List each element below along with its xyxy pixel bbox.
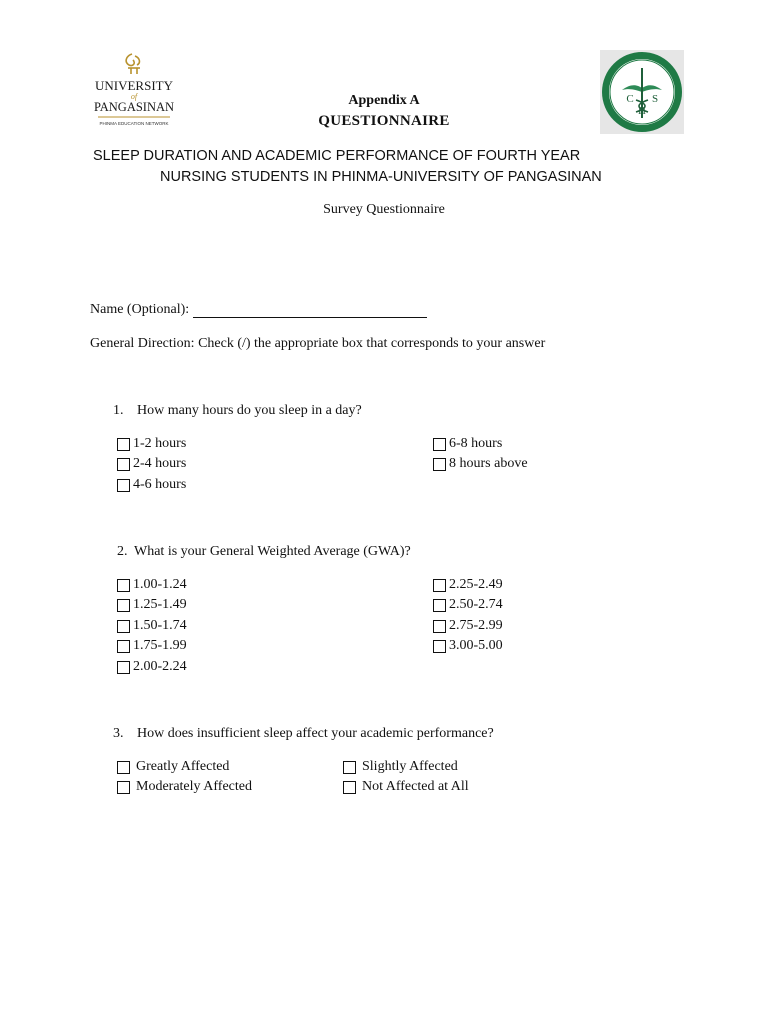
option-label: 4-6 hours — [133, 477, 187, 492]
question-3 — [113, 726, 494, 742]
option-gwa-7[interactable] — [433, 597, 503, 613]
checkbox[interactable] — [343, 761, 356, 774]
checkbox[interactable] — [433, 640, 446, 653]
seal-letter-c: C — [626, 93, 634, 105]
option-6-8-hours[interactable] — [433, 436, 502, 452]
appendix-label: Appendix A — [348, 93, 420, 108]
question-number: 1. — [113, 403, 124, 418]
option-label: 1.25-1.49 — [133, 597, 187, 612]
checkbox[interactable] — [433, 620, 446, 633]
option-label: 8 hours above — [449, 456, 528, 471]
option-8-hours-above[interactable] — [433, 456, 528, 472]
question-2 — [117, 544, 411, 560]
question-text: How many hours do you sleep in a day? — [137, 403, 362, 418]
option-1-2-hours[interactable] — [117, 436, 186, 452]
logo-network-text: PHINMA EDUCATION NETWORK — [99, 121, 169, 126]
checkbox[interactable] — [117, 620, 130, 633]
survey-subtitle: Survey Questionnaire — [323, 202, 445, 217]
question-1 — [113, 403, 362, 419]
logo-university-text: UNIVERSITY — [95, 78, 173, 93]
option-4-6-hours[interactable] — [117, 477, 186, 493]
checkbox[interactable] — [433, 438, 446, 451]
checkbox[interactable] — [117, 599, 130, 612]
name-blank-line[interactable] — [193, 303, 427, 318]
option-gwa-1[interactable] — [117, 577, 187, 593]
checkbox[interactable] — [117, 761, 130, 774]
checkbox[interactable] — [117, 579, 130, 592]
option-label: 2.25-2.49 — [449, 577, 503, 592]
option-label: 6-8 hours — [449, 436, 503, 451]
option-not-affected[interactable] — [343, 779, 469, 795]
checkbox[interactable] — [117, 640, 130, 653]
option-2-4-hours[interactable] — [117, 456, 186, 472]
study-title-line2: NURSING STUDENTS IN PHINMA-UNIVERSITY OF PANGASINAN — [160, 169, 602, 185]
option-slightly-affected[interactable] — [343, 759, 458, 775]
option-label: 2.50-2.74 — [449, 597, 503, 612]
option-label: 1.75-1.99 — [133, 638, 187, 653]
option-gwa-2[interactable] — [117, 597, 187, 613]
checkbox[interactable] — [117, 438, 130, 451]
checkbox[interactable] — [117, 458, 130, 471]
checkbox[interactable] — [433, 599, 446, 612]
checkbox[interactable] — [117, 781, 130, 794]
logo-pangasinan-text: PANGASINAN — [93, 100, 175, 114]
seal-letter-s: S — [651, 93, 659, 105]
question-number: 3. — [113, 726, 124, 741]
checkbox[interactable] — [117, 661, 130, 674]
option-label: 2-4 hours — [133, 456, 187, 471]
option-label: Slightly Affected — [362, 759, 458, 774]
option-greatly-affected[interactable] — [117, 759, 229, 775]
option-gwa-6[interactable] — [433, 577, 503, 593]
option-label: 1-2 hours — [133, 436, 187, 451]
seal-letter-h: H — [638, 105, 646, 117]
option-label: 1.50-1.74 — [133, 618, 187, 633]
general-direction: General Direction: Check (/) the appropriate box that corresponds to your answer — [90, 336, 546, 351]
option-label: Moderately Affected — [136, 779, 252, 794]
option-moderately-affected[interactable] — [117, 779, 252, 795]
option-label: Not Affected at All — [362, 779, 469, 794]
name-field-row — [90, 302, 427, 318]
question-text: How does insufficient sleep affect your academic performance? — [137, 726, 494, 741]
option-gwa-5[interactable] — [117, 659, 187, 675]
question-text: What is your General Weighted Average (GWA)? — [134, 544, 411, 559]
option-gwa-4[interactable] — [117, 638, 187, 654]
checkbox[interactable] — [117, 479, 130, 492]
logo-of-text: of — [130, 92, 138, 101]
option-label: 3.00-5.00 — [449, 638, 503, 653]
checkbox[interactable] — [343, 781, 356, 794]
option-gwa-9[interactable] — [433, 638, 503, 654]
checkbox[interactable] — [433, 458, 446, 471]
option-label: 2.75-2.99 — [449, 618, 503, 633]
option-label: Greatly Affected — [136, 759, 230, 774]
checkbox[interactable] — [433, 579, 446, 592]
study-title-line1: SLEEP DURATION AND ACADEMIC PERFORMANCE OF FOURTH YEAR — [93, 148, 581, 164]
option-label: 2.00-2.24 — [133, 659, 187, 674]
name-label: Name (Optional): — [90, 302, 190, 317]
questionnaire-title: QUESTIONNAIRE — [318, 113, 450, 129]
option-gwa-3[interactable] — [117, 618, 187, 634]
question-number: 2. — [117, 544, 128, 559]
option-label: 1.00-1.24 — [133, 577, 187, 592]
option-gwa-8[interactable] — [433, 618, 503, 634]
